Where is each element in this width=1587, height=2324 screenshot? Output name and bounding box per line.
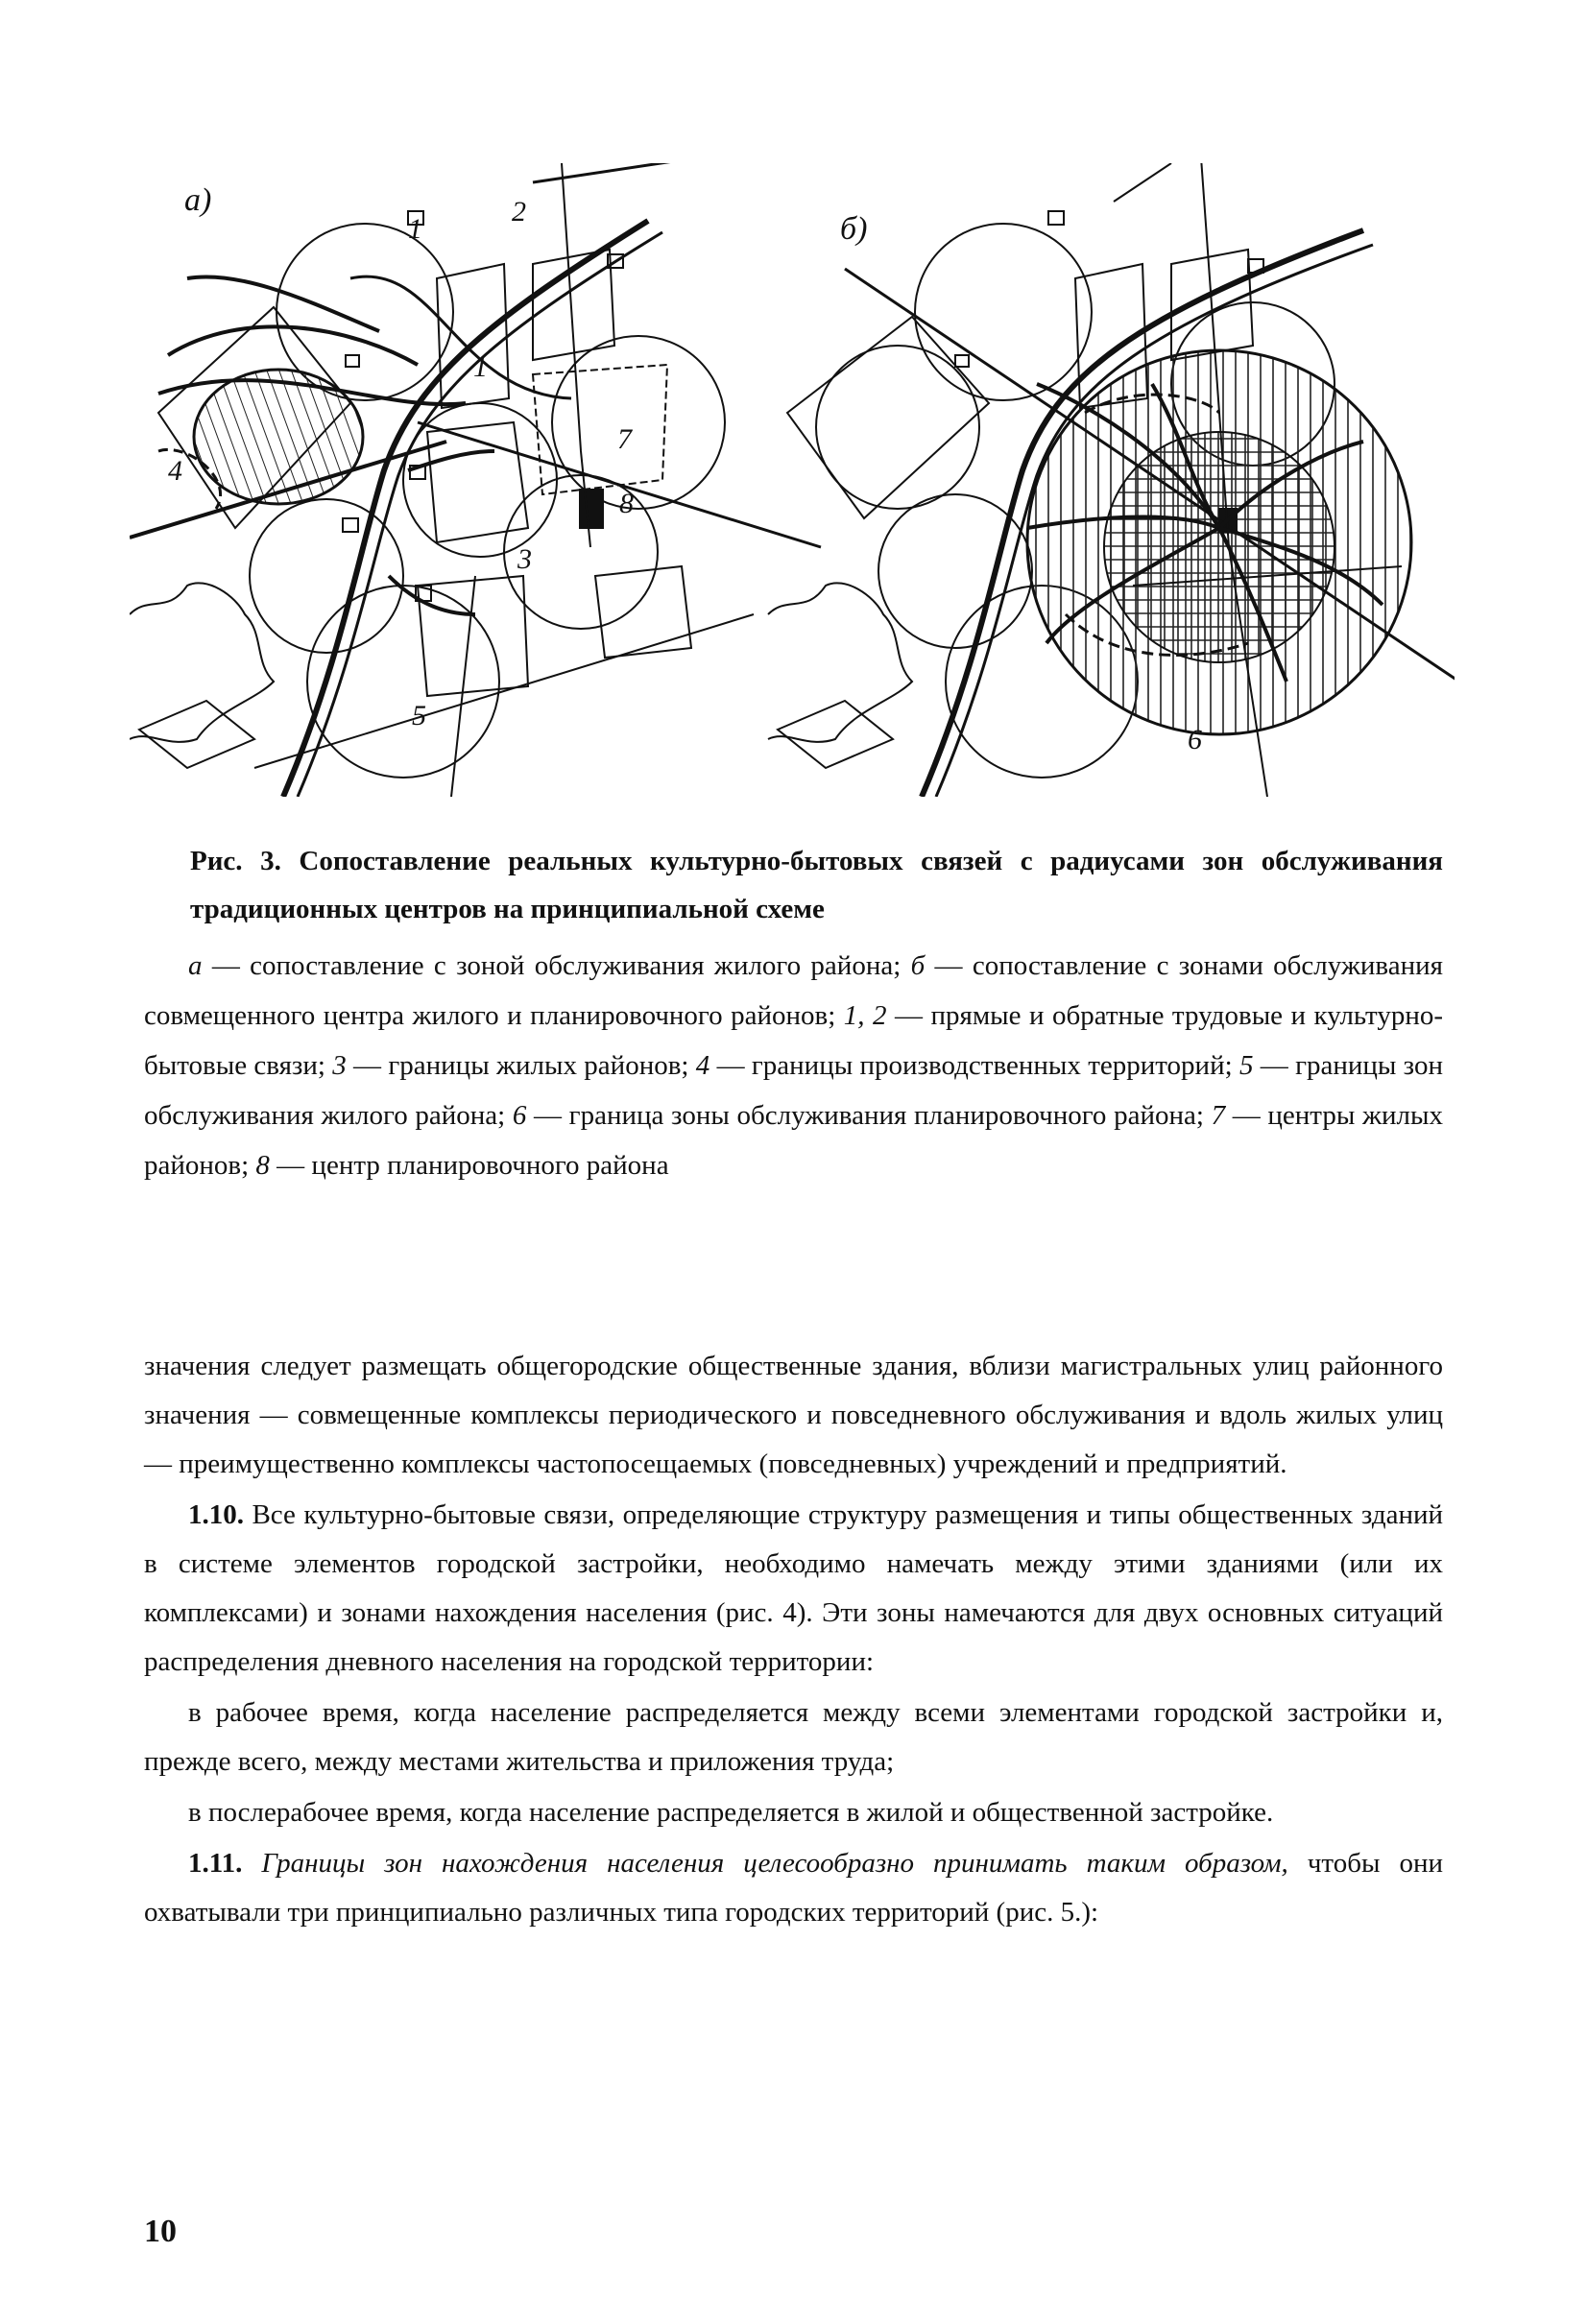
road [1114, 163, 1171, 202]
legend-item: 6 — граница зоны обслуживания планировочного района; [512, 1100, 1212, 1131]
link-path [408, 451, 494, 470]
panel-a-number: 3 [517, 543, 532, 575]
figure-drawing [130, 163, 1455, 797]
residential-block [595, 566, 691, 658]
paragraph: значения следует размещать общегородские общественные здания, вблизи магистральных улиц районного значения — совмещенные комплексы периодического и повседневного обслуживания и вдоль жилых улиц — преимущественно комплексы частопосещаемых (повседневных) учреждений и предприятий. [144, 1351, 1443, 1479]
legend-item: б — сопоставление с зонами обслуживания совмещенного центра жилого и планировочного районов; [144, 950, 1443, 1031]
page-number: 10 [144, 2214, 177, 2249]
legend-item: 5 — границы зон обслуживания жилого района; [144, 1050, 1443, 1131]
panel-a-number: 8 [619, 488, 634, 519]
legend-item: 8 — центр планировочного района [255, 1150, 669, 1181]
panel-b-label: б) [840, 211, 868, 247]
residential-block [778, 701, 893, 768]
panel-a-number: 1 [473, 351, 488, 383]
figure-caption-legend [144, 941, 1443, 1190]
paragraph: в рабочее время, когда население распределяется между всеми элементами городской застройки и, прежде всего, между местами жительства и приложения труда; [144, 1697, 1443, 1777]
main-road [298, 232, 662, 797]
paragraph-1-11: 1.11. Границы зон нахождения населения целесообразно принимать таким образом, чтобы они охватывали три принципиально различных типа городских территорий (рис. 5.): [144, 1848, 1443, 1928]
panel-a-number: 1 [408, 213, 422, 245]
panel-a-number: 5 [412, 700, 426, 731]
panel-a-label: а) [184, 182, 212, 218]
terrain-edge [768, 583, 912, 742]
zone-circle [816, 346, 979, 509]
road [254, 614, 754, 768]
panel-a-map [130, 163, 821, 797]
terrain-edge [130, 583, 274, 742]
legend-item: а — сопоставление с зоной обслуживания жилого района; [188, 950, 911, 981]
section-number: 1.11. [188, 1848, 243, 1879]
legend-item: 7 — центры жилых районов; [144, 1100, 1443, 1181]
panel-a-number: 7 [617, 423, 632, 455]
section-number: 1.10. [188, 1499, 244, 1530]
residential-block [437, 264, 509, 408]
zone-circle [250, 499, 403, 653]
panel-a-number: 4 [168, 455, 182, 487]
legend-item: 3 — границы жилых районов; [332, 1050, 696, 1081]
paragraph-1-10: 1.10. Все культурно-бытовые связи, определяющие структуру размещения и типы общественных зданий в системе элементов городской застройки, необходимо намечать между этими зданиями (или их комплексами) и зонами нахождения населения (рис. 4). Эти зоны намечаются для двух основных ситуаций распределения дневного населения на городской территории: [144, 1499, 1443, 1677]
link-path [187, 276, 379, 331]
panel-a-number: 2 [512, 196, 526, 228]
residential-block [139, 701, 254, 768]
center-marker [1048, 211, 1064, 225]
road [451, 576, 475, 797]
legend-item: 4 — границы производственных территорий; [695, 1050, 1239, 1081]
paragraph: в послерабочее время, когда население распределяется в жилой и общественной застройке. [188, 1797, 1274, 1828]
legend-item: 1, 2 — прямые и обратные трудовые и культурно-бытовые связи; [144, 1000, 1443, 1081]
center-marker [955, 355, 969, 367]
body-text [144, 1342, 1443, 1937]
figure-3 [130, 163, 1455, 797]
figure-caption-title: Рис. 3. Сопоставление реальных культурно-бытовых связей с радиусами зон обслуживания традиционных центров на принципиальной схеме [190, 846, 1443, 924]
center-marker [343, 518, 358, 532]
planning-district-center [580, 490, 603, 528]
panel-b-number: 6 [1188, 724, 1202, 755]
center-marker [346, 355, 359, 367]
panel-b-map [768, 163, 1455, 797]
